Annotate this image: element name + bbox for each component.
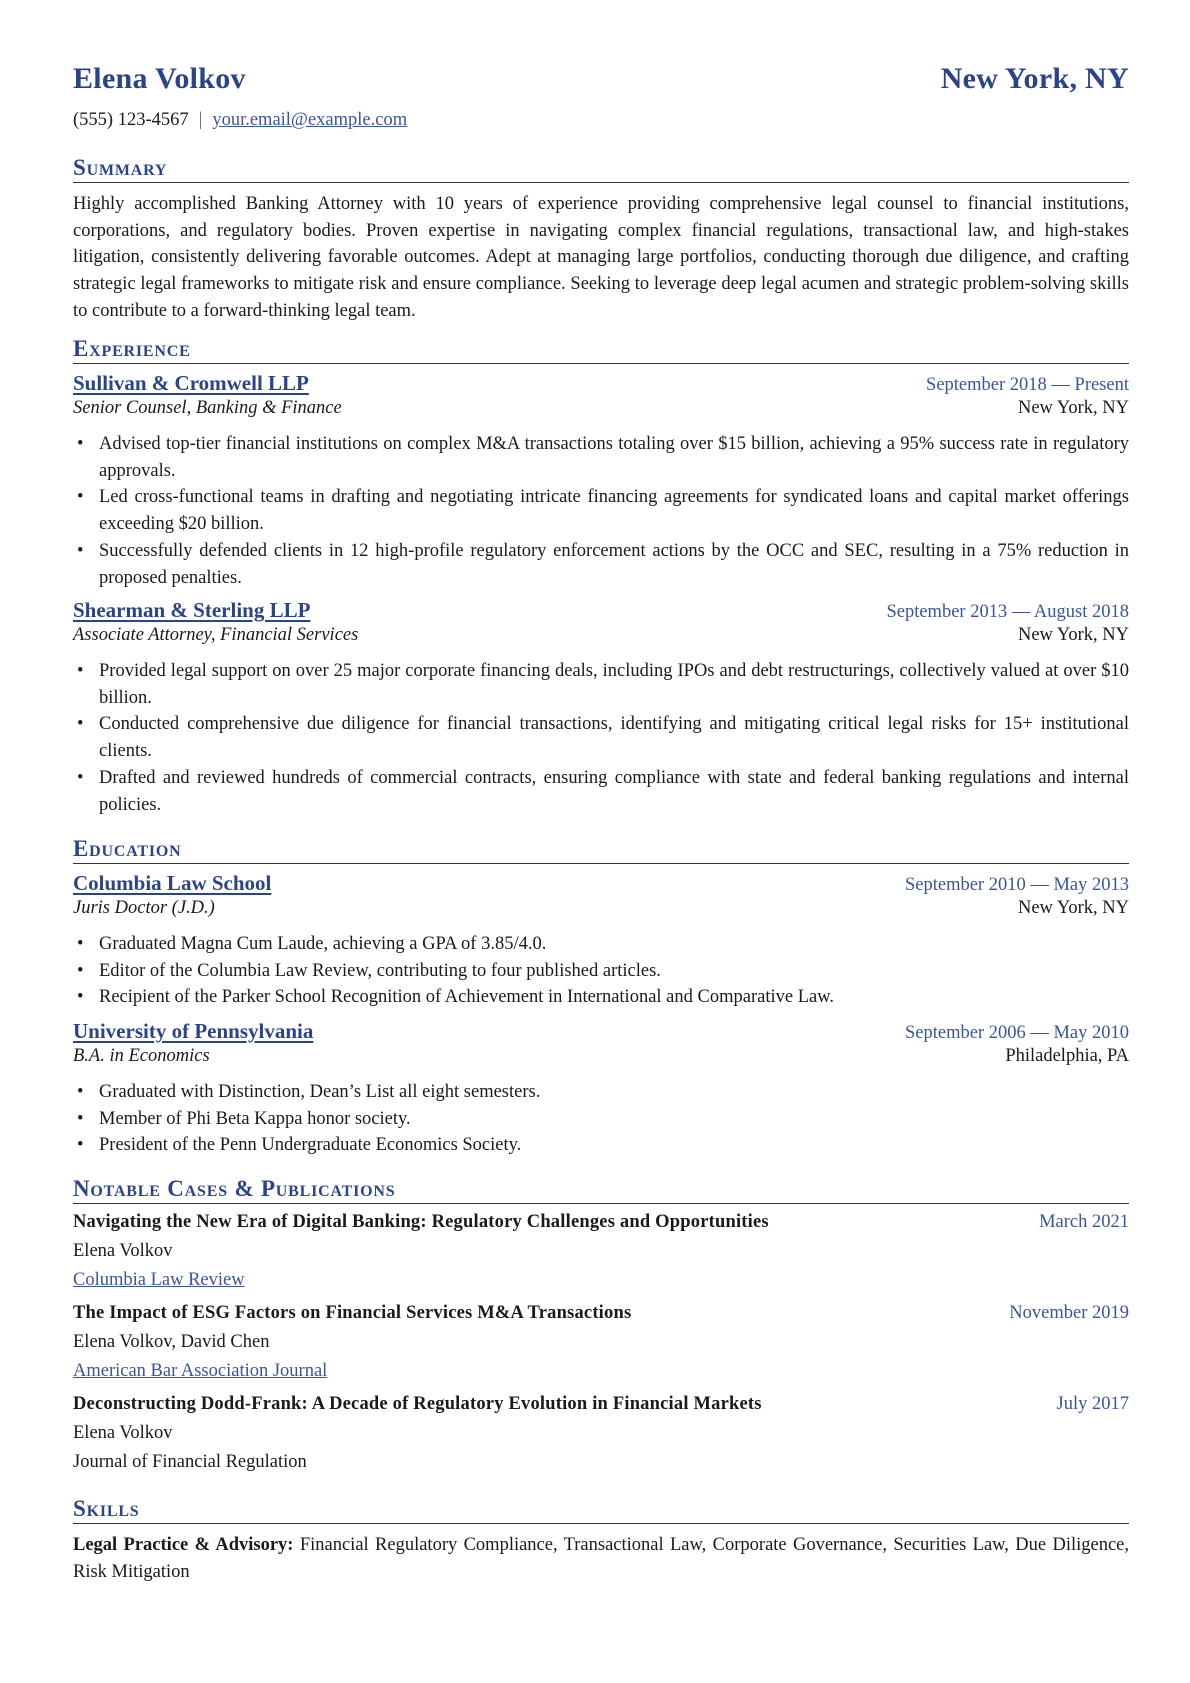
skills-group-label: Legal Practice & Advisory:	[73, 1535, 294, 1555]
candidate-name: Elena Volkov	[73, 62, 246, 95]
publication-title: The Impact of ESG Factors on Financial Services M&A Transactions	[73, 1303, 632, 1323]
job-title: Senior Counsel, Banking & Finance	[73, 398, 342, 418]
bullet-icon: •	[77, 714, 84, 735]
job-bullets	[73, 431, 1129, 591]
section-heading-publications: Notable Cases & Publications	[73, 1176, 1129, 1204]
section-heading-experience: Experience	[73, 336, 1129, 364]
contact-line	[73, 110, 1129, 131]
contact-separator: |	[198, 110, 203, 130]
bullet-icon: •	[77, 987, 84, 1008]
employer-link[interactable]: Shearman & Sterling LLP	[73, 598, 311, 622]
bullet-item: • Advised top-tier financial institutions on complex M&A transactions totaling over $15 billion, achieving a 95% success rate in regulatory approvals.	[73, 431, 1129, 484]
summary-text: Highly accomplished Banking Attorney with 10 years of experience providing comprehensive legal counsel to financial institutions, corporations, and regulatory bodies. Proven expertise in navigating complex financial regulations, transactional law, and high-stakes litigation, consistently delivering favorable outcomes. Adept at managing large portfolios, conducting thorough due diligence, and crafting strategic legal frameworks to mitigate risk and ensure compliance. Seeking to leverage deep legal acumen and strategic problem-solving skills to contribute to a forward-thinking legal team.	[73, 194, 1129, 321]
bullet-icon: •	[77, 960, 84, 981]
school-link[interactable]: Columbia Law School	[73, 871, 272, 895]
school-link[interactable]: University of Pennsylvania	[73, 1019, 314, 1043]
publication-entry	[73, 1212, 1129, 1291]
job-title: Associate Attorney, Financial Services	[73, 625, 359, 645]
job-location: New York, NY	[1017, 398, 1129, 418]
degree: B.A. in Economics	[73, 1046, 210, 1066]
bullet-item: • Graduated Magna Cum Laude, achieving a GPA of 3.85/4.0.	[73, 931, 1129, 958]
education-entry	[73, 1019, 1129, 1159]
bullet-icon: •	[77, 1108, 84, 1129]
publication-authors: Elena Volkov, David Chen	[73, 1332, 270, 1352]
bullet-icon: •	[77, 1082, 84, 1102]
section-heading-education: Education	[73, 836, 1129, 864]
section-heading-skills: Skills	[73, 1496, 1129, 1524]
education-bullets	[73, 931, 1129, 1011]
publication-venue: Journal of Financial Regulation	[73, 1452, 307, 1472]
publication-title: Navigating the New Era of Digital Banking: Regulatory Challenges and Opportunities	[73, 1212, 769, 1232]
skills-group-items: Financial Regulatory Compliance, Transactional Law, Corporate Governance, Securities Law, Due Diligence, Risk Mitigation	[73, 1535, 1130, 1582]
education-dates: September 2010 — May 2013	[904, 875, 1129, 895]
job-location: New York, NY	[1017, 625, 1129, 645]
bullet-icon: •	[77, 434, 84, 454]
bullet-item: • Editor of the Columbia Law Review, contributing to four published articles.	[73, 958, 1129, 985]
degree: Juris Doctor (J.D.)	[73, 898, 215, 918]
bullet-item: • Led cross-functional teams in drafting and negotiating intricate financing agreements for syndicated loans and capital market offerings exceeding $20 billion.	[73, 484, 1129, 537]
bullet-item: • Successfully defended clients in 12 high-profile regulatory enforcement actions by the OCC and SEC, resulting in a 75% reduction in proposed penalties.	[73, 538, 1129, 591]
education-dates: September 2006 — May 2010	[904, 1023, 1129, 1043]
bullet-icon: •	[77, 487, 84, 508]
publication-date: November 2019	[1009, 1303, 1129, 1323]
job-entry	[73, 598, 1129, 818]
bullet-icon: •	[77, 767, 84, 788]
section-heading-summary: Summary	[73, 155, 1129, 183]
bullet-item: • Drafted and reviewed hundreds of commercial contracts, ensuring compliance with state and federal banking regulations and internal policies.	[73, 765, 1129, 818]
education-entry	[73, 871, 1129, 1011]
bullet-item: • President of the Penn Undergraduate Economics Society.	[73, 1132, 1129, 1159]
publication-date: July 2017	[1056, 1394, 1129, 1414]
job-dates: September 2013 — August 2018	[886, 602, 1129, 622]
school-location: Philadelphia, PA	[1005, 1046, 1129, 1066]
header-location: New York, NY	[940, 62, 1129, 95]
job-dates: September 2018 — Present	[926, 375, 1129, 395]
bullet-icon: •	[77, 934, 84, 954]
publication-date: March 2021	[1039, 1212, 1129, 1232]
email-link[interactable]: your.email@example.com	[212, 110, 408, 130]
bullet-item: • Conducted comprehensive due diligence for financial transactions, identifying and mitigating critical legal risks for 15+ institutional clients.	[73, 711, 1129, 764]
header	[73, 62, 1129, 96]
bullet-icon: •	[77, 661, 84, 681]
phone: (555) 123-4567	[73, 110, 189, 130]
bullet-item: • Recipient of the Parker School Recognition of Achievement in International and Comparative Law.	[73, 984, 1129, 1011]
education-bullets	[73, 1079, 1129, 1159]
publication-entry	[73, 1394, 1129, 1473]
publication-venue-link[interactable]: American Bar Association Journal	[73, 1361, 328, 1381]
bullet-item: • Graduated with Distinction, Dean’s List all eight semesters.	[73, 1079, 1129, 1106]
publication-authors: Elena Volkov	[73, 1423, 173, 1443]
school-location: New York, NY	[1017, 898, 1129, 918]
employer-link[interactable]: Sullivan & Cromwell LLP	[73, 371, 309, 395]
skills-group	[73, 1532, 1129, 1585]
publication-authors: Elena Volkov	[73, 1241, 173, 1261]
bullet-item: • Member of Phi Beta Kappa honor society.	[73, 1106, 1129, 1133]
publication-entry	[73, 1303, 1129, 1382]
publication-venue-link[interactable]: Columbia Law Review	[73, 1270, 245, 1290]
bullet-icon: •	[77, 1135, 84, 1156]
job-entry	[73, 371, 1129, 591]
bullet-icon: •	[77, 540, 84, 561]
bullet-item: • Provided legal support on over 25 major corporate financing deals, including IPOs and debt restructurings, collectively valued at over $10 billion.	[73, 658, 1129, 711]
publication-title: Deconstructing Dodd-Frank: A Decade of Regulatory Evolution in Financial Markets	[73, 1394, 762, 1414]
job-bullets	[73, 658, 1129, 818]
